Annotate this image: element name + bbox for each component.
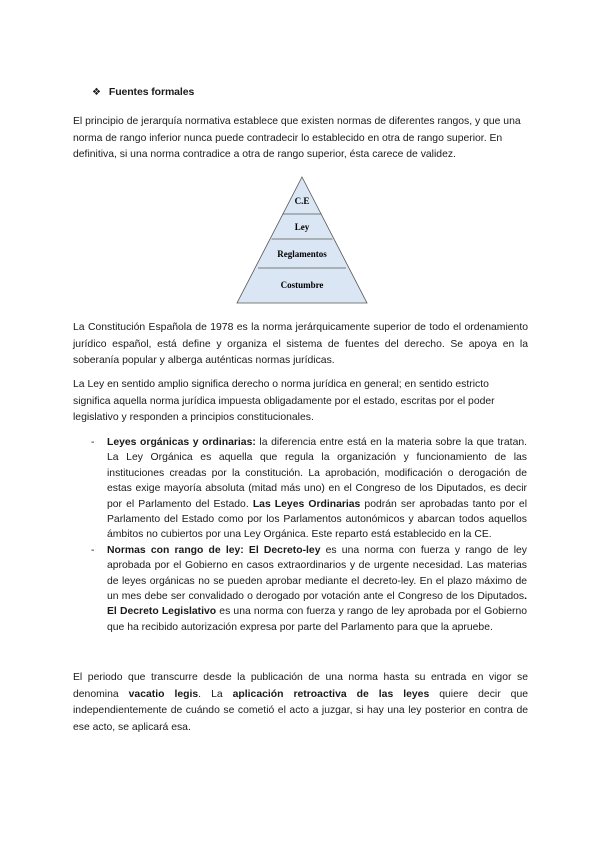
final-text: quiere decir que independientemente de cuándo se cometió el acto a juzgar, si hay una ley posterior en contra de ese acto, se aplicará esa. bbox=[73, 688, 529, 733]
list-item-text: la diferencia entre está en la materia sobre la que tratan. La Ley Orgánica es aquella que regula la organización y funcionamiento de las instituciones creadas por la constitución. La aprobación, modificación o derogación de estas exige mayoría absoluta (mitad más uno) en el Congreso de los Diputados, es decir por el Parlamento del Estado. bbox=[107, 437, 528, 510]
list-item-text: podrán ser aprobadas tanto por el Parlamento del Estado como por los Parlamentos autonómicos y abarcan todos aquellos ámbitos no cubiertos por una Ley Orgánica. Este reparto está establecido en la CE. bbox=[107, 498, 528, 541]
list-item-text: es una norma con fuerza y rango de ley aprobada por el Gobierno que ha recibido autorización expresa por parte del Parlamento para que la apruebe. bbox=[107, 606, 528, 633]
pyramid-level-ley: Ley bbox=[294, 222, 310, 232]
list-dash: - bbox=[91, 544, 95, 556]
pyramid-level-costumbre: Costumbre bbox=[280, 280, 324, 290]
hierarchy-pyramid bbox=[236, 176, 368, 304]
list-item-title: Normas con rango de ley: El Decreto-ley bbox=[107, 544, 321, 556]
list-item bbox=[91, 435, 527, 543]
diamond-bullet-icon: ❖ bbox=[92, 87, 101, 98]
final-paragraph bbox=[73, 670, 528, 736]
pyramid-level-ce: C.E bbox=[294, 196, 310, 206]
section-heading-text: Fuentes formales bbox=[108, 86, 195, 98]
list-dash: - bbox=[91, 437, 95, 448]
law-paragraph: La Ley en sentido amplio significa derecho o norma jurídica en general; en sentido estricto significa aquella norma jurídica impuesta obligadamente por el estado, escritas por el poder legislativo y responden a principios constitucionales. bbox=[73, 379, 495, 423]
retroactive-term: aplicación retroactiva de las leyes bbox=[232, 688, 430, 700]
final-text: El periodo que transcurre desde la publicación de una norma hasta su entrada en vigor se denomina bbox=[73, 672, 528, 700]
final-text: . La bbox=[198, 688, 233, 700]
list-item bbox=[91, 543, 527, 635]
vacatio-legis-term: vacatio legis bbox=[128, 688, 199, 700]
list-item-bold: . El Decreto Legislativo bbox=[107, 591, 527, 618]
list-item-bold: Las Leyes Ordinarias bbox=[252, 498, 361, 510]
intro-paragraph: El principio de jerarquía normativa establece que existen normas de diferentes rangos, y que una norma de rango inferior nunca puede contradecir lo establecido en otra de rango superior. En definitiva, si una norma contradice a otra de rango superior, ésta carece de validez. bbox=[73, 116, 521, 160]
list-item-title: Leyes orgánicas y ordinarias: bbox=[107, 437, 256, 448]
pyramid-level-reglamentos: Reglamentos bbox=[277, 249, 327, 259]
law-types-list bbox=[91, 435, 527, 635]
section-heading bbox=[92, 86, 194, 98]
constitution-paragraph: La Constitución Española de 1978 es la norma jerárquicamente superior de todo el ordenamiento jurídico español, está define y organiza el sistema de fuentes del derecho. Se apoya en la soberanía popular y alberga auténticas normas jurídicas. bbox=[73, 322, 528, 366]
list-item-text: es una norma con fuerza y rango de ley aprobada por el Gobierno en casos extraordinarios y de urgente necesidad. Las materias de leyes orgánicas no se pueden aprobar mediante el decreto-ley. En el plazo máximo de un mes debe ser convalidado o derogado por votación ante el Congreso de los Diputados bbox=[107, 544, 527, 603]
